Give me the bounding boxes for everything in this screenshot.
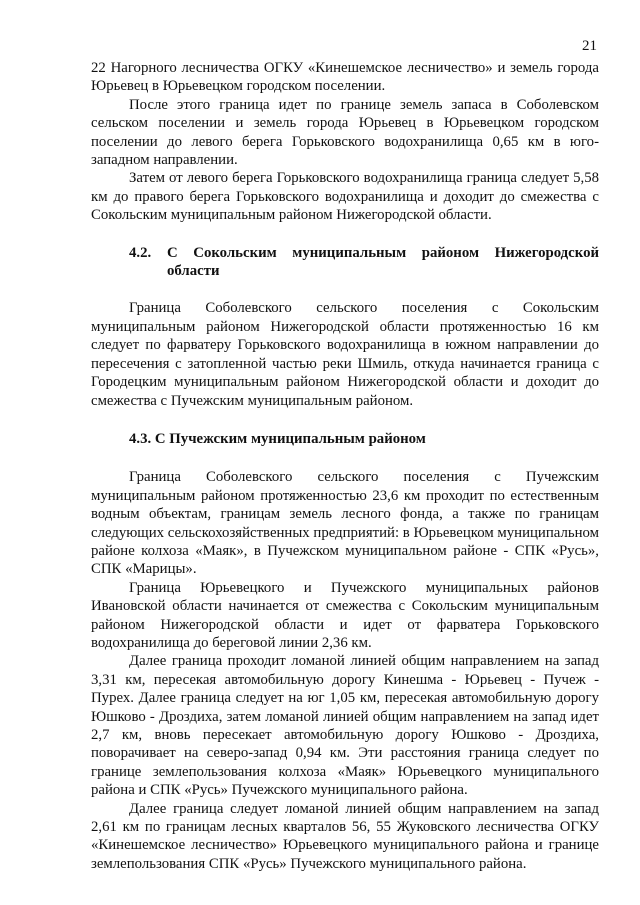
paragraph-intro-1: 22 Нагорного лесничества ОГКУ «Кинешемское лесничество» и земель города Юрьевец в Юрьевецком городском поселении.	[91, 60, 599, 95]
paragraph-section-4-3-4: Далее граница следует ломаной линией общим направлением на запад 2,61 км по границам лесных кварталов 56, 55 Жуковского лесничества ОГКУ «Кинешемское лесничество» Юрьевецкого муниципального района и границе землепользования СПК «Русь» Пучежского муниципального района.	[91, 800, 599, 872]
section-title: С Сокольским муниципальным районом Нижегородской области	[167, 244, 599, 280]
paragraph-section-4-2-1: Граница Соболевского сельского поселения с Сокольским муниципальным районом Нижегородской области протяженностью 16 км следует по фарватеру Горьковского водохранилища в южном направлении до пересечения с затопленной частью реки Шмиль, откуда начинается граница с Городецким муниципальным районом Нижегородской области и доходит до смежества с Пучежским муниципальным районом.	[91, 300, 599, 409]
section-heading-4-2	[91, 244, 599, 281]
section-number: 4.2.	[129, 244, 152, 261]
page-number: 21	[582, 38, 597, 54]
paragraph-section-4-3-2: Граница Юрьевецкого и Пучежского муниципальных районов Ивановской области начинается от смежества с Сокольским муниципальным районом Нижегородской области и идет от фарватера Горьковского водохранилища до береговой линии 2,36 км.	[91, 579, 599, 651]
document-body	[91, 59, 599, 873]
paragraph-intro-3: Затем от левого берега Горьковского водохранилища граница следует 5,58 км до правого берега Горьковского водохранилища и доходит до смежества с Сокольским муниципальным районом Нижегородской области.	[91, 170, 599, 224]
paragraph-section-4-3-3: Далее граница проходит ломаной линией общим направлением на запад 3,31 км, пересекая автомобильную дорогу Кинешма - Юрьевец - Пучеж - Пурех. Далее граница следует на юг 1,05 км, пересекая автомобильную дорогу Юшково - Дроздиха, затем ломаной линией общим направлением на запад идет 2,7 км, вновь пересекает автомобильную дорогу Юшково - Дроздиха, поворачивает на северо-запад 0,94 км. Эти расстояния граница следует по границе землепользования колхоза «Маяк» Юрьевецкого муниципального района и СПК «Русь» Пучежского муниципального района.	[91, 653, 599, 799]
section-heading-4-3: 4.3. С Пучежским муниципальным районом	[129, 430, 426, 447]
paragraph-section-4-3-1: Граница Соболевского сельского поселения с Пучежским муниципальным районом протяженностью 23,6 км проходит по естественным водным объектам, границам земель лесного фонда, а также по границам следующих сельскохозяйственных предприятий: в Юрьевецком муниципальном районе колхоза «Маяк», в Пучежском муниципальном районе - СПК «Русь», СПК «Марицы».	[91, 469, 599, 578]
paragraph-intro-2: После этого граница идет по границе земель запаса в Соболевском сельском поселении и земель города Юрьевец в Юрьевецком городском поселении до левого берега Горьковского водохранилища 0,65 км в юго-западном направлении.	[91, 96, 599, 169]
